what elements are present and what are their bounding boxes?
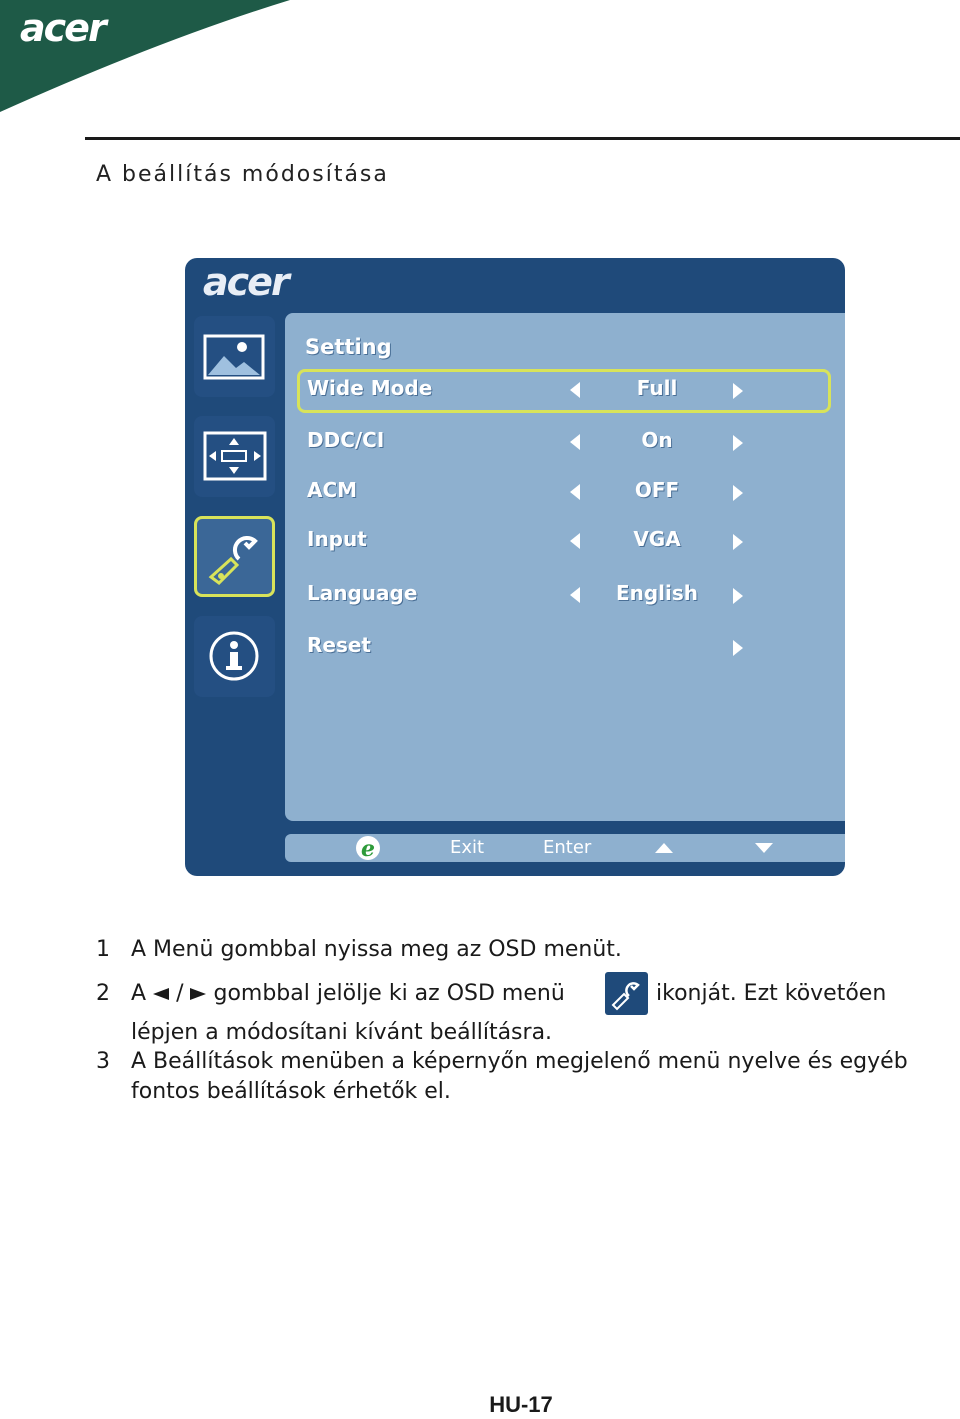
osd-row-acm[interactable]: [307, 478, 747, 508]
position-icon: [194, 416, 275, 497]
section-title: A beállítás módosítása: [96, 162, 389, 187]
arrow-left-icon[interactable]: [570, 484, 580, 500]
info-icon: [194, 616, 275, 697]
osd-settings-panel: [285, 313, 845, 821]
step-text: [131, 979, 565, 1009]
left-arrow-icon: [153, 988, 169, 1000]
step-text-part: lépjen a módosítani kívánt beállításra.: [131, 1020, 553, 1045]
arrow-left-icon[interactable]: [570, 533, 580, 549]
osd-row-label: Input: [307, 527, 367, 551]
osd-footer-bar: [285, 834, 845, 862]
osd-row-value: On: [641, 428, 673, 452]
enter-button[interactable]: Enter: [543, 837, 592, 858]
osd-row-value: OFF: [634, 478, 680, 502]
osd-screenshot: [185, 258, 845, 876]
arrow-down-icon[interactable]: [755, 843, 773, 853]
osd-row-value: English: [615, 581, 699, 605]
arrow-right-icon[interactable]: [733, 435, 743, 451]
svg-text:e: e: [361, 836, 375, 862]
picture-icon: [194, 316, 275, 397]
osd-tab-position[interactable]: [194, 416, 275, 497]
osd-tab-picture[interactable]: [194, 316, 275, 397]
header-rule: [85, 137, 960, 140]
osd-row-reset[interactable]: [307, 633, 747, 663]
step-number: 2: [96, 981, 110, 1006]
osd-row-wide-mode[interactable]: [307, 376, 747, 406]
arrow-right-icon[interactable]: [733, 588, 743, 604]
step-text-part: fontos beállítások érhetők el.: [131, 1079, 451, 1104]
page-number: HU-17: [489, 1392, 553, 1417]
osd-tab-setting[interactable]: [194, 516, 275, 597]
osd-tab-info[interactable]: [194, 616, 275, 697]
osd-row-label: Language: [307, 581, 418, 605]
osd-row-language[interactable]: [307, 581, 747, 611]
arrow-left-icon[interactable]: [570, 587, 580, 603]
osd-row-ddc-ci[interactable]: [307, 428, 747, 458]
setting-icon: [605, 972, 648, 1015]
arrow-right-icon[interactable]: [733, 485, 743, 501]
step-number: 3: [96, 1049, 110, 1074]
step-text-part: ikonját. Ezt követően: [656, 981, 887, 1006]
step-number: 1: [96, 937, 110, 962]
arrow-up-icon[interactable]: [655, 843, 673, 853]
setting-icon: [197, 519, 272, 594]
step-text-part: gombbal jelölje ki az OSD menü: [213, 981, 565, 1006]
osd-panel-title: Setting: [305, 335, 392, 359]
osd-row-value: Full: [636, 376, 678, 400]
acer-e-icon: [351, 834, 385, 862]
step-2-continued: [656, 979, 886, 1009]
exit-button[interactable]: Exit: [450, 837, 485, 858]
step-3-line-2: [131, 1077, 451, 1107]
arrow-right-icon[interactable]: [733, 640, 743, 656]
step-text-part: A: [131, 981, 147, 1006]
arrow-right-icon[interactable]: [733, 383, 743, 399]
step-2-line-2: [131, 1018, 552, 1048]
arrow-right-icon[interactable]: [733, 534, 743, 550]
acer-logo: acer: [20, 6, 105, 50]
step-text: A Beállítások menüben a képernyőn megjelenő menü nyelve és egyéb: [131, 1049, 908, 1074]
osd-acer-logo: acer: [203, 260, 288, 304]
step-text: A Menü gombbal nyissa meg az OSD menüt.: [131, 937, 622, 962]
osd-row-label: Wide Mode: [307, 376, 433, 400]
step-separator: /: [176, 981, 184, 1006]
osd-row-label: DDC/CI: [307, 428, 385, 452]
osd-row-input[interactable]: [307, 527, 747, 557]
arrow-left-icon[interactable]: [570, 434, 580, 450]
osd-row-value: VGA: [633, 527, 681, 551]
osd-row-label: ACM: [307, 478, 358, 502]
arrow-left-icon[interactable]: [570, 382, 580, 398]
osd-row-label: Reset: [307, 633, 371, 657]
right-arrow-icon: [190, 988, 206, 1000]
